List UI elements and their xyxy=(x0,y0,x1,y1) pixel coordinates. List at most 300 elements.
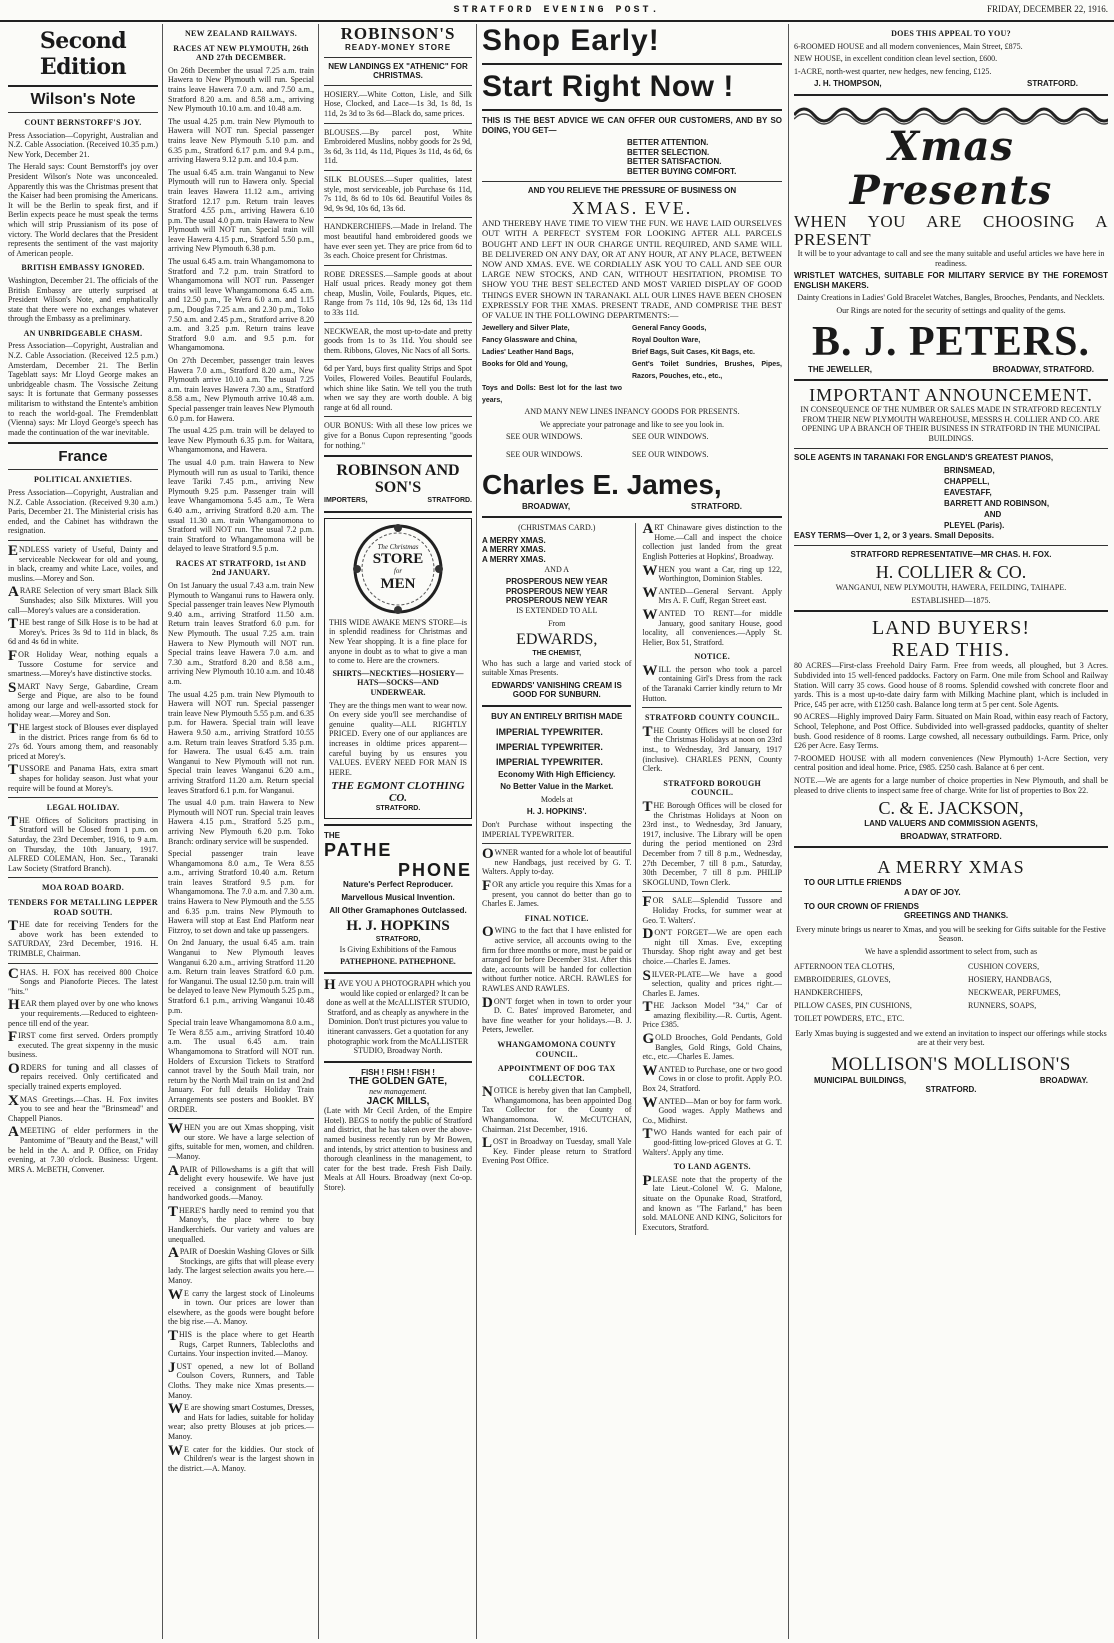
wilsons-note-heading: Wilson's Note xyxy=(30,91,136,108)
piano-brand: BARRETT AND ROBINSON, xyxy=(944,499,1050,509)
christmas-store-emblem xyxy=(343,523,453,615)
models-line: Models at xyxy=(540,794,573,804)
egmont-brand: THE EGMONT CLOTHING CO. xyxy=(331,780,465,805)
classified-ad: GOLD Brooches, Gold Pendants, Gold Bangles, Gold Rings, Gold Chains, etc., etc.—Charles E. James. xyxy=(642,1031,782,1062)
shop-early-heading: Shop Early! xyxy=(482,24,660,57)
divider xyxy=(8,112,158,113)
photo-ad: HAVE YOU A PHOTOGRAPH which you would like copied or enlarged? It can be done as well at the McALLISTER STUDIO, Stratford, and as cheaply as anywhere in the Dominion. Don't trust pictures you value to itinerant canvassers. Get a quotation for any photographic work from the McALLISTER STUDIO, Broadway North. xyxy=(324,977,471,1056)
merry-line: A MERRY XMAS. xyxy=(482,554,546,564)
product-paragraph: HANDKERCHIEFS.—Made in Ireland. The most beautiful hand embroidered goods we have ever seen yet. They are price from 6d to 3s each. Choice present for Christmas. xyxy=(324,222,472,261)
lost-ad: LOST in Broadway on Tuesday, small Yale Key. Finder please return to Stratford Evening Post Office. xyxy=(482,1135,632,1166)
classified-ad: SMART Navy Serge, Gabardine, Cream Serge and Pique, are also to be found among our large and well-assorted stock for holiday wear.—Morey and Son. xyxy=(8,679,158,720)
property-line: 6-ROOMED HOUSE and all modern conveniences, Main Street, £875. xyxy=(794,41,1023,51)
borough-notice: THE Borough Offices will be closed for the Christmas Holidays at Noon on 23rd inst., to Wednesday, 3rd January, 1917, inclusive. The Library will be open during the period mentioned on 23rd December from 7 till 8 p.m., Wednesday, 27th December, 7 till 8 p.m., Saturday, 30th December, 7 till 8 p.m. PHILIP SKOGLUND, Town Clerk. xyxy=(642,799,782,887)
column-4 xyxy=(482,24,782,1639)
imperial-list xyxy=(482,725,631,770)
timetable-paragraph: The usual 4.0 p.m. train Hawera to New Plymouth will NOT run. Special train leaves Hawera 4.15 p.m., Stratford 5.25 p.m., arriving New Plymouth 6.20 p.m. Toko Branch: ordinary service will be suspended. xyxy=(168,798,314,846)
imperial-line: IMPERIAL TYPEWRITER. xyxy=(496,756,603,767)
pianos-list xyxy=(794,465,1108,531)
divider xyxy=(642,707,782,708)
dog-tax-notice: NOTICE is hereby given that Ian Campbell, Whangamomona, has been appointed Dog Tax Collector for the County of Whangamomona. W. McCUTCHAN, Chairman. 21st December, 1916. xyxy=(482,1084,632,1134)
goods-row xyxy=(794,999,1108,1012)
mens-store-ad xyxy=(324,518,472,819)
department-item: Fancy Glassware and China, xyxy=(482,337,577,345)
importers-label: IMPORTERS, xyxy=(324,497,368,505)
sole-agents-line: SOLE AGENTS IN TARANAKI FOR ENGLAND'S GREATEST PIANOS, xyxy=(794,452,1054,462)
jack-mills-heading: JACK MILLS, xyxy=(366,1095,430,1107)
classified-ad: WHEN you are out Xmas shopping, visit our store. We have a large selection of gifts, suitable for men, women, and children.—Manoy. xyxy=(168,1121,314,1161)
emblem-line: for xyxy=(393,567,403,576)
extended-line: IS EXTENDED TO ALL xyxy=(516,605,598,615)
piano-brand: BRINSMEAD, xyxy=(944,466,995,476)
goods-item: RUNNERS, SOAPS, xyxy=(968,1000,1037,1010)
railways-heading: NEW ZEALAND RAILWAYS. xyxy=(184,29,298,38)
divider xyxy=(482,181,782,182)
selection-line: We have a splendid assortment to select from, such as xyxy=(864,946,1038,956)
mens-store-paragraph: They are the things men want to wear now. On every side you'll see merchandise of genuine quality—ALL RIGHTLY PRICED. Every one of our appliances are increases in oldtime prices apparent—careful buying by us ensures you VALUES. EVERY NEED FOR MAN IS HERE. xyxy=(329,700,467,777)
phone-title: PHONE xyxy=(397,860,472,881)
peters-footer xyxy=(794,365,1108,375)
windows-grid xyxy=(482,432,782,459)
imperial-line: IMPERIAL TYPEWRITER. xyxy=(496,726,603,737)
windows-line: SEE OUR WINDOWS. xyxy=(506,449,583,459)
dainty-line: Dainty Creations in Ladies' Gold Bracelet Watches, Bangles, Brooches, Pendants, and Necklets. xyxy=(797,293,1105,303)
inner-left-column xyxy=(482,523,636,1235)
from-line: From xyxy=(548,618,566,628)
municipal-label: MUNICIPAL BUILDINGS, xyxy=(814,1075,907,1085)
farm-listing: 7-ROOMED HOUSE with all modern conveniences (New Plymouth) 1-Acre Section, very central position and ideal home. Price, £985. £250 cash. Balance at 6 per cent. xyxy=(794,753,1108,773)
classified-ad: FOR SALE—Splendid Tussore and Holiday Frocks, for summer wear at Geo. T. Walters'. xyxy=(642,894,782,925)
timetable-paragraph: The usual 4.25 p.m. train New Plymouth to Hawera will NOT run. Special passenger trains leave New Plymouth 5.10 p.m. and 6.35 p.m., Stratford 6.17 p.m. and 9.4 p.m., arriving Hawera 9.12 p.m. and 10.4 p.m. xyxy=(168,116,314,165)
nobetter-line: No Better Value in the Market. xyxy=(500,782,614,792)
imperial-line: IMPERIAL TYPEWRITER. xyxy=(496,741,603,752)
collier-towns: WANGANUI, NEW PLYMOUTH, HAWERA, FEILDING, TAIHAPE. xyxy=(835,583,1067,593)
column-2 xyxy=(168,24,314,1639)
news-paragraph: Press Association—Copyright, Australian and N.Z. Cable Association. (Received 9.30 a.m.) Paris, December 21. The Ministerial crisis has ended, and the Cabinet has withdrawn the resignation. xyxy=(8,488,158,536)
greetings-line: GREETINGS AND THANKS. xyxy=(904,911,1009,921)
choosing-paragraph: It will be to your advantage to call and see the many suitable and useful articles we have here in readiness. xyxy=(797,248,1105,268)
divider xyxy=(324,972,472,974)
divider xyxy=(482,516,782,518)
divider xyxy=(324,217,472,218)
mollison-brand: MOLLISON'S MOLLISON'S xyxy=(831,1053,1071,1075)
pathe-line: All Other Gramaphones Outclassed. xyxy=(329,905,467,915)
holly-border xyxy=(794,101,1108,125)
divider xyxy=(794,448,1108,449)
goods-item: EMBROIDERIES, GLOVES, xyxy=(794,974,891,984)
county-heading: STRATFORD COUNTY COUNCIL. xyxy=(645,713,780,723)
goods-item: HOSIERY, HANDBAGS, xyxy=(968,974,1052,984)
divider xyxy=(482,843,631,844)
divider xyxy=(794,379,1108,381)
stratford-label: STRATFORD. xyxy=(691,501,742,511)
classified-ad: WE carry the largest stock of Linoleums in town. Our prices are lower than elsewhere, as the goods were bought before the big rise.—A. Manoy. xyxy=(168,1286,314,1327)
classified-ad: WANTED to Purchase, one or two good Cows in or close to profit. Apply P.O. Box 24, Stratford. xyxy=(642,1062,782,1094)
bj-peters-brand: B. J. PETERS. xyxy=(812,318,1090,365)
timetable-paragraph: The usual 6.45 a.m. train Wanganui to New Plymouth will run to Hawera only. Special train leaves Hawera 11.12 a.m., arriving Stratford 12.17 p.m. Return train leaves Stratford 4.55 p.m., arriving Hawera 6.10 p.m. The usual 4.0 p.m. train Hawera to New Plymouth will NOT run. Special train will leave Hawera 4.15 p.m., Stratford 5.50 p.m., arriving New Plymouth 6.38 p.m. xyxy=(168,167,314,254)
department-row xyxy=(482,323,782,335)
divider xyxy=(642,891,782,892)
classified-ad: THE Jackson Model "34," Car of amazing flexibility.—R. Curtis, Agent. Price £385. xyxy=(642,999,782,1030)
inner-right-column xyxy=(642,523,782,1235)
classified-ad: ARARE Selection of very smart Black Silk Sunshades; also Silk Mixtures. Will you call—Morey's values are a consideration. xyxy=(8,584,158,615)
edwards-paragraph: Who has such a large and varied stock of suitable Xmas Presents. xyxy=(482,658,632,678)
final-notice-heading: FINAL NOTICE. xyxy=(524,913,589,923)
robinsons-subtitle: READY-MONEY STORE xyxy=(344,43,452,52)
newspaper-title: STRATFORD EVENING POST. xyxy=(453,5,661,16)
golden-gate-sub: new management. xyxy=(369,1086,427,1096)
store-emblem-text xyxy=(343,543,453,592)
news-heading: COUNT BERNSTORFF'S JOY. xyxy=(24,118,142,127)
department-row xyxy=(482,347,782,359)
column-rule xyxy=(162,24,163,1639)
mollison-town: STRATFORD. xyxy=(925,1085,977,1095)
chemist-label: THE CHEMIST, xyxy=(532,650,582,658)
classified-ad: FOR Holiday Wear, nothing equals a Tussore Costume for service and smartness.—Morey's have distinctive stocks. xyxy=(8,647,158,679)
product-paragraph: NECKWEAR, the most up-to-date and pretty goods from 1s to 3s 11d. You should see them. Ribbons, Gloves, Nic Nacs of all Sorts. xyxy=(324,326,472,355)
timetable-paragraph: On 26th December the usual 7.25 a.m. train Hawera to New Plymouth will run. Special trains leave Hawera 7.0 a.m. and 7.50 a.m., Stratford 8.20 a.m. and 8.58 a.m., arriving New Plymouth 10.10 a.m. and 10.48 a.m. xyxy=(168,65,314,114)
mens-store-list: SHIRTS—NECKTIES—HOSIERY—HATS—SOCKS—AND UNDERWEAR. xyxy=(332,668,464,697)
jack-mills-paragraph: (Late with Mr Cecil Arden, of the Empire Hotel). BEGS to notify the public of Stratford and district, that he has taken over the above-named business recently run by Mr Bowen, and intends, by strict attention to business and thorough cleanliness in the management, to cater for the best trade. Fresh Fish Daily. Meals at All Hours. Broadway (next Co-op. Store). xyxy=(324,1106,472,1192)
robinson-brand: ROBINSON AND SON'S xyxy=(336,462,460,497)
department-item: Royal Doulton Ware, xyxy=(632,337,701,345)
divider xyxy=(324,416,472,417)
product-paragraph: ROBE DRESSES.—Sample goods at about Half usual prices. Ready money got them cheap, Muslin, Voile, Foulards, Piques, etc. Range from 7s 11d, 10s 9d, 12s 6d, 13s 11d to 33s 11d. xyxy=(324,269,472,318)
news-paragraph: Press Association—Copyright, Australian and N.Z. Cable Association. (Received 10.35 p.m.) New York, December 21. xyxy=(8,130,158,159)
xmas-eve-heading: XMAS. EVE. xyxy=(571,198,693,219)
department-item: Gent's Toilet Sundries, Brushes, Pipes, Razors, Pouches, etc., etc., xyxy=(632,361,782,381)
emblem-line: STORE xyxy=(372,551,424,568)
goods-row xyxy=(794,1012,1108,1025)
broadway-label: BROADWAY, xyxy=(522,501,571,511)
notice-heading: MOA ROAD BOARD. xyxy=(41,883,125,893)
inner-columns xyxy=(482,523,782,1235)
better-item: BETTER BUYING COMFORT. xyxy=(627,166,737,176)
easy-terms: EASY TERMS—Over 1, 2, or 3 years. Small Deposits. xyxy=(794,531,994,541)
service-paragraph: AND THEREBY HAVE TIME TO VIEW THE FUN. WE HAVE LAID OURSELVES OUT WITH A PERFECT SYSTEM FOR LOOKING AFTER ALL PARCELS BOUGHT AND LEFT IN OUR CHARGE UNTIL REQUIRED, AND SAME WILL BE DELIVERED ON ANY DAY, OR AT ANY HOUR, AT ANY PLACE, BETWEEN NOW AND XMAS. EVE. WE CORDIALLY ASK YOU TO CALL AND SEE OUR LARGE NEW STOCKS, AND CAN, WITHOUT HESITATION, PROMISE TO SHOW YOU THE BEST SELECTED AND MOST VARIED DISPLAY OF GOOD THINGS EVER SHOWN IN TARANAKI. ALL OUR LINES HAVE BEEN CHOSEN EXPRESSLY FOR THE XMAS. PRESENT TRADE, AND COMPRISE THE BEST OF VALUE IN THE FOLLOWING DEPARTMENTS:— xyxy=(482,218,782,320)
column-6 xyxy=(794,24,1108,1639)
farm-listing: 90 ACRES—Highly improved Dairy Farm. Situated on Main Road, within easy reach of Factory, School, Telephone, and Post Office. Subdivided into well-grassed paddocks, quantity of shelter bush. Good residence of 8 rooms. Large cowshed, all necessary outbuildings. Farm. Price, only £26 per Acre. Easy Terms. xyxy=(794,712,1108,751)
classified-ad: ORDERS for tuning and all classes of repairs received. Only certificated and specially trained experts employed. xyxy=(8,1060,158,1092)
edwards-brand: EDWARDS, xyxy=(516,631,598,649)
borough-heading: STRATFORD BOROUGH COUNCIL. xyxy=(663,778,762,798)
important-heading: IMPORTANT ANNOUNCEMENT. xyxy=(809,385,1093,406)
divider xyxy=(324,265,472,266)
timetable-paragraph: The usual 4.25 p.m. train New Plymouth to Hawera will NOT run. Special passenger train leave New Plymouth 5.55 p.m. and 6.35 p.m. for Hawera. Special train will leave Hawera 9.50 a.m., arriving Stratford 10.55 a.m. Return train leaves Stratford 5.35 p.m. for Hawera. The usual 6.45 a.m. train Wanganui to New Plymouth will not run. Special train leaves Wanganui 6.20 a.m., arriving Stratford 11.20 a.m. Return special leaves Stratford 6.1 p.m. for Wanganui. xyxy=(168,689,314,795)
property-line: 1-ACRE, north-west quarter, new hedges, new fencing, £125. xyxy=(794,66,992,76)
classified-ad: WANTED—General Servant. Apply Mrs A. F. Cuff, Regan Street east. xyxy=(642,584,782,606)
divider xyxy=(324,85,472,86)
goods-row xyxy=(794,960,1108,973)
column-1 xyxy=(8,24,158,1639)
every-minute-line: Every minute brings us nearer to Xmas, and you will be seeking for Gifts suitable for the Festive Season. xyxy=(796,924,1106,944)
timetable-paragraph: The usual 4.0 p.m. train Hawera to New Plymouth will run as usual to Tariki, thence leave Tariki 7.45 p.m., arriving New Plymouth 9.25 p.m. Passenger train will leave Whangamomona 5.45 a.m., Te Wera 6.40 a.m., arriving Stratford 8.20 a.m. The usual 11.30 a.m. train Whangamomona to Stratford will NOT run. The usual 7.2 p.m. train Stratford to Whangamomona will be delayed to leave Stratford 9.5 p.m. xyxy=(168,457,314,554)
divider xyxy=(324,359,472,360)
timetable-paragraph: On 2nd January, the usual 6.45 a.m. train Wanganui to New Plymouth leaves Wanganui 6.20 a.m., arriving Stratford 11.20 a.m. Return train leaves Stratford 6.0 p.m. for Wanganui. The usual 12.50 p.m. train will be delayed to leave New Plymouth 5.25 p.m., Stratford 6.1 p.m., arriving Wanganui 10.48 p.m. xyxy=(168,938,314,1015)
department-item: General Fancy Goods, xyxy=(632,325,707,333)
classified-ad: ART Chinaware gives distinction to the Home.—Call and inspect the choice collection just landed from the great English Potteries at Hopkins', Broadway. xyxy=(642,521,782,561)
divider xyxy=(8,877,158,878)
goods-item: CUSHION COVERS, xyxy=(968,961,1040,971)
final-notice-paragraph: OWING to the fact that I have enlisted for active service, all accounts owing to the firm for three months or more, must be paid or arranged for before December 31st. After this date, accounts will be handed for collection without further notice. ARCH. RAWLES for RAWLES AND RAWLES. xyxy=(482,924,632,993)
goods-row xyxy=(794,986,1108,999)
classified-ad: WE are showing smart Costumes, Dresses, and Hats for ladies, suitable for holiday wear; also pretty Blouses at job prices.—Manoy. xyxy=(168,1401,314,1441)
pathe-line: Nature's Perfect Reproducer. xyxy=(343,880,453,890)
classified-ad: WILL the person who took a parcel containing Girl's Dress from the rack of the Taranaki Carrier kindly return to Mr Hutton. xyxy=(642,662,782,703)
jackson-sub: LAND VALUERS AND COMMISSION AGENTS, xyxy=(864,819,1038,829)
land-buyers-heading: LAND BUYERS! xyxy=(871,617,1031,640)
little-friends-line: TO OUR LITTLE FRIENDS xyxy=(804,878,902,888)
goods-item: TOILET POWDERS, ETC., ETC. xyxy=(794,1013,905,1023)
merry-line: A MERRY XMAS. xyxy=(482,535,546,545)
news-heading: POLITICAL ANXIETIES. xyxy=(33,475,133,485)
divider xyxy=(482,109,782,111)
railways-subheading: RACES AT NEW PLYMOUTH, 26th AND 27th DECEMBER. xyxy=(173,43,309,63)
windows-line: SEE OUR WINDOWS. xyxy=(506,432,583,442)
fish-banner: FISH ! FISH ! FISH ! xyxy=(361,1067,435,1077)
rings-line: Our Rings are noted for the security of settings and quality of the gems. xyxy=(836,305,1066,315)
notice-paragraph: THE date for receiving Tenders for the above work has been extended to SATURDAY, 23rd December, 1916. H. TRIMBLE, Chairman. xyxy=(8,918,158,958)
department-item: Ladies' Leather Hand Bags, xyxy=(482,349,574,357)
divider xyxy=(8,540,158,541)
classified-ad: THE best range of Silk Hose is to be had at Morey's. Prices 3s 9d to 11d in black, 8s 6d and 4s 6d in white. xyxy=(8,616,158,647)
divider xyxy=(794,610,1108,612)
better-item: BETTER SATISFACTION. xyxy=(627,157,722,167)
thompson-name: J. H. THOMPSON, xyxy=(814,79,882,89)
department-row xyxy=(482,383,782,407)
british-line: BUY AN ENTIRELY BRITISH MADE xyxy=(491,712,623,722)
classified-ad: THERE'S hardly need to remind you that Manoy's, the place where to buy Handkerchiefs. Our variety and values are unequalled. xyxy=(168,1203,314,1244)
divider xyxy=(324,455,472,457)
hopkins-line: H. J. HOPKINS'. xyxy=(526,807,587,817)
peters-address: BROADWAY, STRATFORD. xyxy=(992,364,1094,374)
day-of-joy-line: A DAY OF JOY. xyxy=(904,887,961,897)
department-item: Jewellery and Silver Plate, xyxy=(482,325,570,333)
timetable-paragraph: The usual 4.25 p.m. train will be delayed to leave New Plymouth 6.35 p.m. for Waitara, Whangamomona, and Hawera. xyxy=(168,426,314,455)
divider xyxy=(324,1061,472,1063)
timetable-paragraph: Special train leave Whangamomona 8.0 a.m., Te Wera 8.55 a.m., arriving Stratford 10.40 a.m. The usual 6.45 a.m. train Whangamomona to Stratford will NOT run. Holders of Excursion Tickets to Stratford cannot travel by the South Mail train, nor return by the North Mail train on 1st and 2nd January. For full details Holiday Train Arrangements see posters and Booklet. BY ORDER. xyxy=(168,1018,314,1114)
divider xyxy=(8,85,158,87)
goods-row xyxy=(794,973,1108,986)
classified-ad: WE cater for the kiddies. Our stock of Children's wear is the largest shown in the district.—A. Manoy. xyxy=(168,1442,314,1473)
goods-item: PILLOW CASES, PIN CUSHIONS, xyxy=(794,1000,912,1010)
divider xyxy=(8,797,158,798)
piano-brand: PLEYEL (Paris). xyxy=(944,521,1005,531)
prosperous-list xyxy=(482,577,631,606)
column-rule xyxy=(788,24,789,1639)
economy-line: Economy With High Efficiency. xyxy=(498,769,616,779)
whanga-heading: WHANGAMOMONA COUNTY COUNCIL. xyxy=(497,1039,617,1059)
sunburn-line: EDWARDS' VANISHING CREAM IS GOOD FOR SUNBURN. xyxy=(491,680,622,700)
farm-listing: 80 ACRES—First-class Freehold Dairy Farm. Free from weeds, all ploughed, but 3 Acres. Subdivided into 15 well-fenced paddocks. Factory on Farm. One mile from School and Railway Station. Will carry 35 cows. Good house of 8 rooms. Splendid cowshed with concrete floor and yards. This is a most up-to-date dairy farm with Milking Machine plant, which is included in Price, £45 per acre, with £1250 cash. Balance long term at 5 per cent. Sole Agents. xyxy=(794,661,1108,709)
classified-ad: HEAR them played over by one who knows your requirements.—Reduced to eighteen-pence till end of the year. xyxy=(8,997,158,1028)
thompson-town: STRATFORD. xyxy=(1027,79,1078,89)
classified-ad: WANTED—Man or boy for farm work. Good wages. Apply Mathews and Co., Midhirst. xyxy=(642,1094,782,1125)
appeal-heading: DOES THIS APPEAL TO YOU? xyxy=(891,29,1011,38)
merry-xmas-list xyxy=(482,536,631,565)
notice-heading: LEGAL HOLIDAY. xyxy=(46,803,120,813)
start-right-heading: Start Right Now ! xyxy=(482,70,734,103)
classified-ad: XMAS Greetings.—Chas. H. Fox invites you to see and hear the "Brinsmead" and Chappell Pianos. xyxy=(8,1092,158,1123)
departments-list xyxy=(482,323,782,407)
divider xyxy=(8,469,158,470)
divider xyxy=(8,442,158,444)
pathe-line: Marvellous Musical Invention. xyxy=(341,893,455,903)
product-paragraph: SILK BLOUSES.—Super qualities, latest style, most serviceable, job Purchase 6s 11d, 7s 11d, 8s 6d to 10s 6d. Beautiful Voiles 8s 9d, 9s 9d, 10s 6d, 13s 6d. xyxy=(324,174,472,213)
divider xyxy=(482,63,782,65)
property-line: NEW HOUSE, in excellent condition clean level section, £600. xyxy=(794,54,998,64)
better-item: BETTER SELECTION. xyxy=(627,147,710,157)
classified-ad: FOR any article you require this Xmas for a present, you cannot do better than go to Charles E. James. xyxy=(482,878,632,909)
divider xyxy=(324,57,472,58)
department-row xyxy=(482,335,782,347)
choosing-heading: WHEN YOU ARE CHOOSING A PRESENT xyxy=(794,211,1108,249)
divider xyxy=(794,94,1108,96)
divider xyxy=(324,170,472,171)
divider xyxy=(324,824,472,826)
collier-brand: H. COLLIER & CO. xyxy=(875,562,1027,583)
notice-heading: NOTICE. xyxy=(694,652,731,662)
department-item: Brief Bags, Suit Cases, Kit Bags, etc. xyxy=(632,349,755,357)
dont-purchase: Don't Purchase without inspecting the IMPERIAL TYPEWRITER. xyxy=(482,820,632,839)
column-rule xyxy=(318,24,319,1639)
representative-line: STRATFORD REPRESENTATIVE—MR CHAS. H. FOX. xyxy=(850,549,1052,559)
classified-ad: FIRST come first served. Orders promptly executed. The great sixpenny in the music business. xyxy=(8,1029,158,1060)
classified-ad: OWNER wanted for a whole lot of beautiful new Handbags, just received by G. T. Walters. Apply to-day. xyxy=(482,846,632,877)
merry-xmas-heading: A MERRY XMAS xyxy=(877,857,1025,878)
divider xyxy=(8,963,158,964)
land-agents-heading: TO LAND AGENTS. xyxy=(673,1162,751,1172)
pathe-line: PATHEPHONE. PATHEPHONE. xyxy=(340,957,456,967)
better-list xyxy=(627,138,782,176)
golden-gate-heading: THE GOLDEN GATE, xyxy=(348,1076,448,1088)
classified-ad: THE largest stock of Blouses ever displayed in the district. Prices range from 6s 6d to 27s 6d. Yours among them, and reasonably priced at Morey's. xyxy=(8,721,158,761)
department-item: Toys and Dolls: Best lot for the last two years, xyxy=(482,385,622,405)
prosperous-line: PROSPEROUS NEW YEAR xyxy=(505,577,608,587)
mollison-footer xyxy=(794,1076,1108,1086)
classified-ad: WANTED TO RENT—for middle January, good sanitary House, good locality, all conveniences.—Apply St. Helier, Box 51, Stratford. xyxy=(642,606,782,647)
piano-brand: EAVESTAFF, xyxy=(944,488,992,498)
prosperous-line: PROSPEROUS NEW YEAR xyxy=(505,586,608,596)
news-paragraph: Washington, December 21. The officials of the British Embassy are utterly surprised at President Wilson's Note, and emphatically state that there were no exchanges whatever through the Embassy as a preliminary. xyxy=(8,275,158,324)
product-paragraph: HOSIERY.—White Cotton, Lisle, and Silk Hose, Clocked, and Lace—1s 3d, 1s 8d, 1s 11d, 2s 3d to 3s 6d—Black do, same prices. xyxy=(324,89,472,118)
goods-item: NECKWEAR, PERFUMES, xyxy=(968,987,1061,997)
timetable-paragraph: On 1st January the usual 7.43 a.m. train New Plymouth to Wanganui runs to Hawera only. Special passenger train leaves New Plymouth 9.40 a.m., arriving Stratford 11.50 a.m. Return train leaves Stratford 6.0 p.m. for New Plymouth. The usual 7.25 a.m. train Hawera to New Plymouth will NOT run. Special trains leave Hawera 7.0 a.m. and 7.30 a.m., Stratford 8.20 and 8.58 a.m., arriving New Plymouth 10.10 a.m. and 10.48 a.m. xyxy=(168,581,314,686)
classified-ad: DON'T FORGET—We are open each night till Xmas. Eve, excepting Thursday. Shop right away and get best choice.—Charles E. James. xyxy=(642,926,782,966)
mens-store-paragraph: THIS WIDE AWAKE MEN'S STORE—is in splendid readiness for Christmas and New Year shopping. It is a fine place for anyone in doubt as to what to give a man to come to. Here are the crowners. xyxy=(329,617,467,666)
piano-brand: AND xyxy=(984,510,1002,520)
pathe-title: PATHE xyxy=(324,840,393,861)
read-this-heading: READ THIS. xyxy=(891,639,1011,662)
and-a: AND A xyxy=(544,564,570,574)
classified-ad: DON'T forget when in town to order your D. C. Bates' improved Barometer, and have fine weather for your holidays.—B. J. Peters, Jeweller. xyxy=(482,994,632,1035)
xmas-presents-title: Xmas Presents xyxy=(849,122,1053,214)
column-3 xyxy=(324,24,472,1639)
classified-ad: ENDLESS variety of Useful, Dainty and serviceable Neckwear for old and young, in black, creamy and white Lace, voiles, and muslins.—Morey and Son. xyxy=(8,542,158,583)
advice-paragraph: THIS IS THE BEST ADVICE WE CAN OFFER OUR CUSTOMERS, AND BY SO DOING, YOU GET— xyxy=(482,116,782,135)
patronage-line: We appreciate your patronage and like to see you look in. xyxy=(540,419,724,429)
early-buying-line: Early Xmas buying is suggested and we extend an invitation to inspect our offerings while stocks are at their very best. xyxy=(795,1028,1107,1048)
france-heading: France xyxy=(58,448,108,466)
timetable-paragraph: On 27th December, passenger train leaves Hawera 7.0 a.m., Stratford 8.20 a.m., New Plymouth arrive 10.10 a.m. The usual 7.25 a.m. train leaves Hawera 7.30 a.m., Stratford 8.58 a.m., New Plymouth arrive 10.48 a.m. Special passenger train leaves New Plymouth 6.0 p.m. for Hawera. xyxy=(168,356,314,423)
classified-ad: CHAS. H. FOX has received 800 Choice Songs and Pianoforte Pieces. The latest "hits." xyxy=(8,965,158,996)
pathe-the: THE xyxy=(324,830,340,840)
news-paragraph: Press Association—Copyright, Australian and N.Z. Cable Association. (Received 12.5 p.m.) Amsterdam, December 21. The Berlin Tageblatt says: Mr Lloyd George makes an unbridgeable chasm. The Vossische Zeitung says: It is fortunate that Germany possesses militarism to withstand the Entente's ambition to reach the world-goal. The Fremdenblatt (Vienna) says: Mr Lloyd George's speech has made the continuation of the war inevitable. xyxy=(8,341,158,437)
divider xyxy=(324,322,472,323)
classified-ad: WHEN you want a Car, ring up 122, Worthington, Dominion Stables. xyxy=(642,562,782,584)
hopkins-brand: H. J. HOPKINS xyxy=(346,918,450,935)
railways-subheading: RACES AT STRATFORD, 1st AND 2nd JANUARY. xyxy=(175,558,307,578)
goods-item: HANDKERCHIEFS, xyxy=(794,987,863,997)
new-lines: AND MANY NEW LINES INFANCY GOODS FOR PRESENTS. xyxy=(524,407,740,417)
holly-decoration-icon xyxy=(794,101,1108,125)
agents-note: NOTE.—We are agents for a large number of choice properties in New Plymouth, and shall be pleased to drive clients to inspect same free of charge. Write for list of properties to Box 22. xyxy=(794,776,1108,795)
timetable-paragraph: The usual 6.45 a.m. train Whangamomona to Stratford and 7.2 p.m. train Stratford to Whangamomona will NOT run. Passenger trains will leave Whangamomona 6.45 a.m. and 12.50 p.m., Te Wera 6.0 a.m. and 1.15 p.m., Douglas 7.25 a.m. and 2.30 p.m., Toko 7.50 a.m. and 2.45 p.m., Stratford arrive 8.20 a.m. and 3.25 p.m. Return trains leave Stratford 9.0 a.m. and 9.5 p.m. for Whangamomona. xyxy=(168,257,314,353)
prosperous-line: PROSPEROUS NEW YEAR xyxy=(505,596,608,606)
jackson-address: BROADWAY, STRATFORD. xyxy=(900,831,1002,841)
crown-friends-line: TO OUR CROWN OF FRIENDS xyxy=(804,901,919,911)
stratford-label: STRATFORD. xyxy=(427,497,472,505)
christmas-card-heading: (CHRISTMAS CARD.) xyxy=(518,523,596,533)
timetable-paragraph: Special passenger train leave Whangamomona 8.0 a.m., Te Wera 8.55 a.m., arriving Stratford 10.40 a.m. Return train leaves Stratford 9.5 p.m. for Whangamomona. The 7.0 a.m. and 7.30 a.m. trains Hawera to New Plymouth and the 5.55 and 6.35 p.m. trains New Plymouth to Hawera will stop at East End Platform near Fitzroy, to set down and take up passengers. xyxy=(168,849,314,935)
wristlet-line: WRISTLET WATCHES, SUITABLE FOR MILITARY SERVICE BY THE FOREMOST ENGLISH MAKERS. xyxy=(794,271,1108,290)
egmont-town: STRATFORD. xyxy=(375,805,421,813)
established-line: ESTABLISHED—1875. xyxy=(911,595,991,605)
pathe-line: Is Giving Exhibitions of the Famous xyxy=(339,944,457,954)
issue-date: FRIDAY, DECEMBER 22, 1916. xyxy=(986,4,1108,14)
goods-list xyxy=(794,960,1108,1025)
classified-ad: TWO Hands wanted for each pair of good-fitting low-priced Gloves at G. T. Walters'. Apply any time. xyxy=(642,1126,782,1157)
mollison-broadway: BROADWAY. xyxy=(1039,1075,1088,1085)
thompson-footer xyxy=(794,79,1108,89)
county-notice: THE County Offices will be closed for the Christmas Holidays at noon on 23rd inst., to Wednesday, 3rd January, 1917 (inclusive). CHARLES PENN, County Clerk. xyxy=(642,723,782,774)
classified-ad: SILVER-PLATE—We have a good selection, quality and prices right.—Charles E. James. xyxy=(642,967,782,998)
robinsons-title: ROBINSON'S xyxy=(340,24,456,43)
emblem-line: The Christmas xyxy=(377,542,419,551)
important-paragraph: IN CONSEQUENCE OF THE NUMBER OR SALES MADE IN STRATFORD RECENTLY FROM THEIR NEW PLYMOUTH WAREHOUSE, MESSRS H. COLLIER AND CO. ARE OPENING UP A BRANCH OF THEIR BUSINESS IN STRATFORD IN THE MUNICIPAL BUILDINGS. xyxy=(800,405,1102,443)
robinson-footer xyxy=(324,496,472,506)
divider xyxy=(794,545,1108,546)
second-edition-heading: Second Edition xyxy=(39,28,127,80)
piano-brand: CHAPPELL, xyxy=(944,477,990,487)
windows-line: SEE OUR WINDOWS. xyxy=(632,449,709,459)
james-footer xyxy=(482,502,782,512)
department-item: Books for Old and Young, xyxy=(482,361,568,369)
emblem-line: MEN xyxy=(380,575,416,592)
goods-item xyxy=(968,1012,1108,1025)
notice-paragraph: THE Offices of Solicitors practising in Stratford will be Closed from 1 p.m. on Saturday, the 23rd December, 1916, to 9 a.m. on Thursday, the 10th January, 1917. ALFRED COLEMAN, Hon. Sec., Taranaki Law Society (Stratford Branch). xyxy=(8,813,158,873)
department-item xyxy=(632,383,782,407)
classified-ad: TUSSORE and Panama Hats, extra smart shapes for holiday season. Just what your require will be found at Morey's. xyxy=(8,762,158,793)
news-heading: BRITISH EMBASSY IGNORED. xyxy=(21,263,145,273)
better-item: BETTER ATTENTION. xyxy=(627,138,709,148)
divider xyxy=(324,123,472,124)
department-row xyxy=(482,359,782,383)
divider xyxy=(794,846,1108,848)
classified-ad: JUST opened, a new lot of Bolland Coulson Covers, Runners, and Table Cloths. They make nice Xmas presents.—Manoy. xyxy=(168,1359,314,1400)
relieve-line: AND YOU RELIEVE THE PRESSURE OF BUSINESS ON xyxy=(527,185,737,195)
product-paragraph: 6d per Yard, buys first quality Strips and Spot Voiles, Flowered Voiles. Beautiful Foulards, which shine like Satin. We tell you the truth when we say they are worth double. A big range at 6d all round. xyxy=(324,364,472,412)
classified-ad: THIS is the place where to get Hearth Rugs, Carpet Runners, Tablecloths and Curtains. Your inspection invited.—Manoy. xyxy=(168,1328,314,1359)
masthead xyxy=(0,0,1114,22)
notice-heading: TENDERS FOR METALLING LEPPER ROAD SOUTH. xyxy=(8,897,158,917)
classified-ad: AMEETING of elder performers in the Pantomime of "Beauty and the Beast," will be held in the A. and P. Office, on Friday evening, at 7.30 o'clock. Business: Urgent. MRS A. McBETH, Convener. xyxy=(8,1124,158,1174)
divider xyxy=(482,705,631,707)
new-landings: NEW LANDINGS EX "ATHENIC" FOR CHRISTMAS. xyxy=(328,61,468,81)
land-agents-notice: PLEASE note that the property of the late Lieut.-Colonel W. G. Malone, situate on the Opunake Road, Stratford, and known as "The Farland," has been sold. MALONE AND KING, Solicitors for Executors, Stratford. xyxy=(642,1172,782,1232)
product-paragraph: OUR BONUS: With all these low prices we give for a Bonus Cupon representing "goods for nothing." xyxy=(324,421,472,450)
windows-line: SEE OUR WINDOWS. xyxy=(632,432,709,442)
